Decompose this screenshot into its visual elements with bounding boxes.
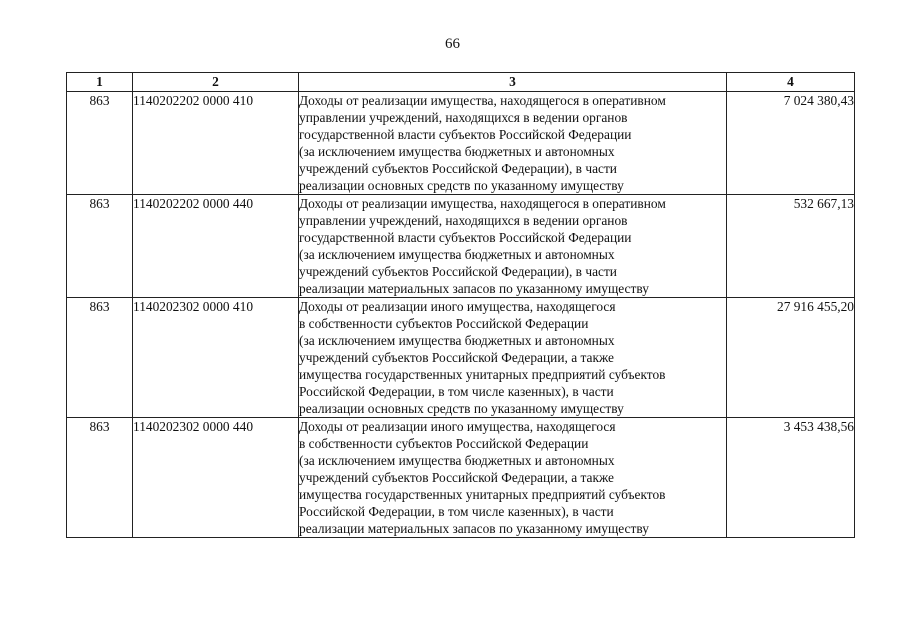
description-cell: Доходы от реализации имущества, находящегося в оперативном управлении учреждений, находящихся в ведении органов государственной власти субъектов Российской Федерации (за исключением имущества бюджетных и автономных учреждений субъектов Российской Федерации), в части реализации материальных запасов по указанному имуществу — [299, 195, 727, 298]
table-header-row — [67, 73, 855, 92]
column-header-1: 1 — [67, 73, 133, 92]
admin-code-cell: 863 — [67, 418, 133, 538]
amount-cell: 27 916 455,20 — [727, 298, 855, 418]
budget-code-cell: 1140202202 0000 440 — [133, 195, 299, 298]
table-row — [67, 298, 855, 418]
budget-code-cell: 1140202202 0000 410 — [133, 92, 299, 195]
description-cell: Доходы от реализации иного имущества, находящегося в собственности субъектов Российской Федерации (за исключением имущества бюджетных и автономных учреждений субъектов Российской Федерации, а также имущества государственных унитарных предприятий субъектов Российской Федерации, в том числе казенных), в части реализации материальных запасов по указанному имуществу — [299, 418, 727, 538]
table-row — [67, 195, 855, 298]
column-header-4: 4 — [727, 73, 855, 92]
description-cell: Доходы от реализации иного имущества, находящегося в собственности субъектов Российской Федерации (за исключением имущества бюджетных и автономных учреждений субъектов Российской Федерации, а также имущества государственных унитарных предприятий субъектов Российской Федерации, в том числе казенных), в части реализации основных средств по указанному имуществу — [299, 298, 727, 418]
amount-cell: 7 024 380,43 — [727, 92, 855, 195]
description-cell: Доходы от реализации имущества, находящегося в оперативном управлении учреждений, находящихся в ведении органов государственной власти субъектов Российской Федерации (за исключением имущества бюджетных и автономных учреждений субъектов Российской Федерации), в части реализации основных средств по указанному имуществу — [299, 92, 727, 195]
budget-code-cell: 1140202302 0000 440 — [133, 418, 299, 538]
amount-cell: 532 667,13 — [727, 195, 855, 298]
column-header-3: 3 — [299, 73, 727, 92]
admin-code-cell: 863 — [67, 92, 133, 195]
revenue-table — [66, 72, 855, 538]
column-header-2: 2 — [133, 73, 299, 92]
table-row — [67, 92, 855, 195]
admin-code-cell: 863 — [67, 195, 133, 298]
table-row — [67, 418, 855, 538]
budget-code-cell: 1140202302 0000 410 — [133, 298, 299, 418]
amount-cell: 3 453 438,56 — [727, 418, 855, 538]
page-number: 66 — [445, 36, 460, 52]
admin-code-cell: 863 — [67, 298, 133, 418]
